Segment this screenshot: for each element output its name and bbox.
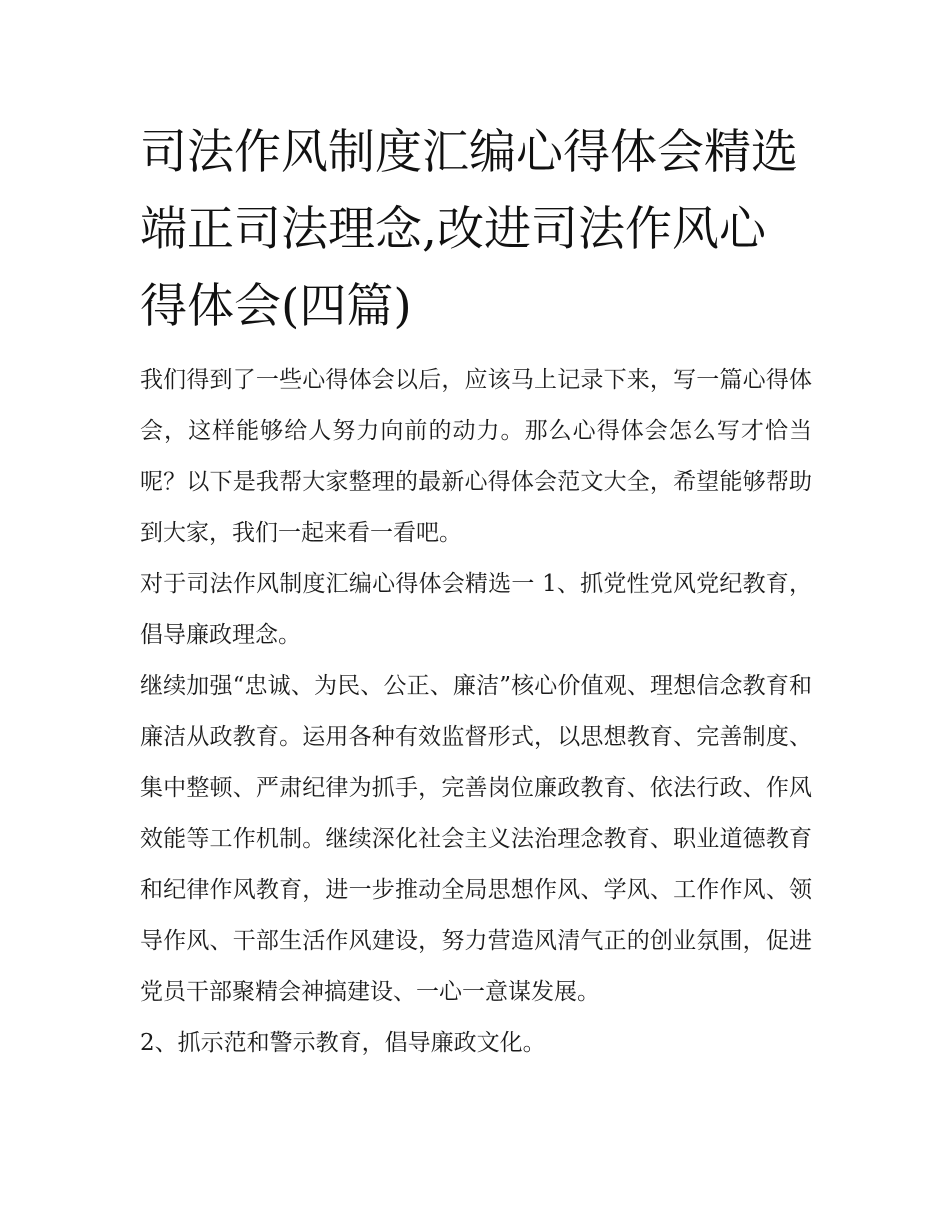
paragraph-section-one-body: 继续加强“忠诚、为民、公正、廉洁”核心价值观、理想信念教育和廉洁从政教育。运用各种有效监督形式，以思想教育、完善制度、集中整顿、严肃纪律为抓手，完善岗位廉政教育、依法行政、作风效能等工作机制。继续深化社会主义法治理念教育、职业道德教育和纪律作风教育，进一步推动全局思想作风、学风、工作作风、领导作风、干部生活作风建设，努力营造风清气正的创业氛围，促进党员干部聚精会神搞建设、一心一意谋发展。 xyxy=(140,673,812,1005)
paragraph-section-two-heading: 2、抓示范和警示教育，倡导廉政文化。 xyxy=(140,1030,546,1056)
document-body xyxy=(140,114,812,1069)
document-title: 司法作风制度汇编心得体会精选 端正司法理念,改进司法作风心得体会(四篇) xyxy=(140,125,798,334)
paragraph-intro: 我们得到了一些心得体会以后，应该马上记录下来，写一篇心得体会，这样能够给人努力向前的动力。那么心得体会怎么写才恰当呢？以下是我帮大家整理的最新心得体会范文大全，希望能够帮助到大家，我们一起来看一看吧。 xyxy=(140,367,812,546)
paragraph-section-one-heading: 对于司法作风制度汇编心得体会精选一 1、抓党性党风党纪教育，倡导廉政理念。 xyxy=(140,571,812,648)
